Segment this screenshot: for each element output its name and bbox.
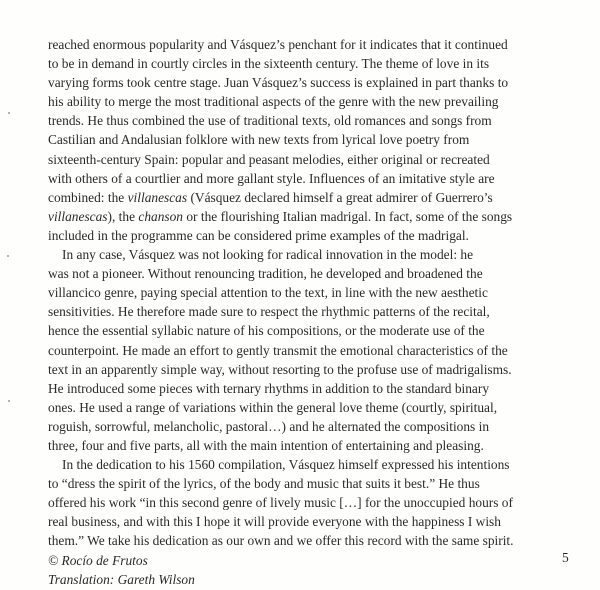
text-line: hence the essential syllabic nature of his compositions, or the moderate use of the bbox=[48, 323, 485, 339]
text-line: them.” We take his dedication as our own and we offer this record with the same spirit. bbox=[48, 533, 514, 549]
text-line: He introduced some pieces with ternary rhythms in addition to the standard binary bbox=[48, 380, 490, 396]
text-line: villancico genre, paying special attention to the text, in line with the new aesthetic bbox=[48, 285, 488, 301]
text-line: Castilian and Andalusian folklore with new texts from lyrical love poetry from bbox=[48, 132, 470, 148]
text-line: with others of a courtlier and more gallant style. Influences of an imitative style are bbox=[48, 170, 495, 186]
author-credit: © Rocío de Frutos bbox=[48, 552, 148, 568]
text-fragment: combined: the bbox=[48, 189, 128, 205]
paragraph-1 bbox=[48, 35, 572, 245]
translation-credit: Translation: Gareth Wilson bbox=[48, 571, 195, 587]
text-line: text in an apparently simple way, without resorting to the profuse use of madrigalisms. bbox=[48, 361, 512, 377]
text-line: reached enormous popularity and Vásquez’s penchant for it indicates that it continued bbox=[48, 37, 508, 52]
paragraph-3 bbox=[48, 455, 572, 550]
text-line: ones. He used a range of variations within the general love theme (courtly, spiritual, bbox=[48, 399, 498, 415]
text-line bbox=[48, 207, 572, 226]
text-line: to “dress the spirit of the lyrics, of the body and music that suits it best.” He thus bbox=[48, 476, 480, 492]
text-fragment: ), the bbox=[107, 208, 139, 224]
margin-speck bbox=[8, 400, 10, 402]
text-fragment: (Vásquez declared himself a great admirer of Guerrero’s bbox=[187, 189, 493, 205]
text-line: sensitivities. He therefore made sure to respect the rhythmic patterns of the recital, bbox=[48, 304, 490, 320]
margin-speck bbox=[8, 112, 10, 114]
text-line: real business, and with this I hope it will provide everyone with the happiness I wish bbox=[48, 514, 501, 530]
text-line: roguish, sorrowful, melancholic, pastoral…) and he alternated the compositions in bbox=[48, 418, 490, 434]
text-line: his ability to merge the most traditional aspects of the genre with the new prevailing bbox=[48, 94, 499, 110]
italic-term-villanescas: villanescas bbox=[127, 189, 188, 205]
text-line: to be in demand in courtly circles in the sixteenth century. The theme of love in its bbox=[48, 56, 490, 72]
italic-term-chanson: chanson bbox=[138, 208, 184, 224]
text-line bbox=[48, 188, 572, 207]
text-line: In any case, Vásquez was not looking for radical innovation in the model: he bbox=[62, 247, 474, 263]
text-line: included in the programme can be considered prime examples of the madrigal. bbox=[48, 227, 469, 243]
text-line: In the dedication to his 1560 compilation, Vásquez himself expressed his intentions bbox=[62, 457, 510, 473]
text-line: was not a pioneer. Without renouncing tradition, he developed and broadened the bbox=[48, 266, 483, 282]
text-line: offered his work “in this second genre of lively music […] for the unoccupied hours of bbox=[48, 495, 513, 511]
italic-term-villanescas: villanescas bbox=[48, 208, 108, 224]
page-number: 5 bbox=[562, 550, 569, 565]
text-line: varying forms took centre stage. Juan Vásquez’s success is explained in part thanks to bbox=[48, 75, 509, 91]
text-line: trends. He thus combined the use of traditional texts, old romances and songs from bbox=[48, 113, 492, 129]
liner-notes-text bbox=[48, 35, 572, 589]
text-line: sixteenth-century Spain: popular and peasant melodies, either original or recreated bbox=[48, 151, 490, 167]
text-fragment: or the flourishing Italian madrigal. In fact, some of the songs bbox=[183, 208, 513, 224]
text-line: three, four and five parts, all with the main intention of entertaining and pleasing. bbox=[48, 437, 484, 453]
text-line: counterpoint. He made an effort to gently transmit the emotional characteristics of the bbox=[48, 342, 508, 358]
paragraph-2 bbox=[48, 245, 572, 455]
margin-speck bbox=[7, 255, 9, 257]
